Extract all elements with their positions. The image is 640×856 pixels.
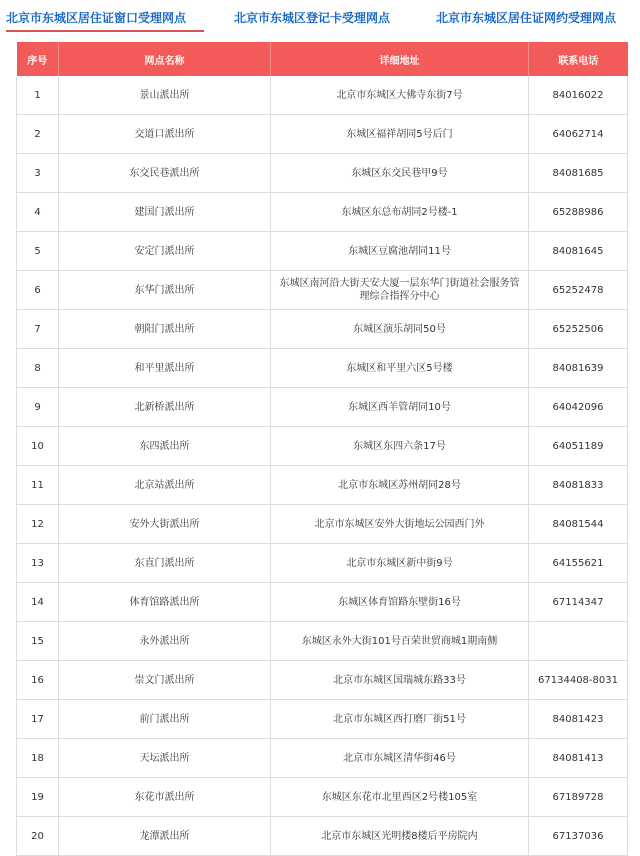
cell-index: 20: [17, 817, 59, 856]
cell-index: 6: [17, 271, 59, 310]
cell-address: 东城区东花市北里西区2号楼105室: [271, 778, 529, 817]
cell-phone: 64062714: [529, 115, 628, 154]
table-row: [17, 232, 628, 271]
cell-station-name: 东华门派出所: [59, 271, 271, 310]
cell-phone: 84081833: [529, 466, 628, 505]
cell-phone: [529, 622, 628, 661]
cell-station-name: 东直门派出所: [59, 544, 271, 583]
cell-phone: 84081645: [529, 232, 628, 271]
cell-station-name: 崇文门派出所: [59, 661, 271, 700]
cell-phone: 84081685: [529, 154, 628, 193]
tab-registration-card-points[interactable]: 北京市东城区登记卡受理网点: [234, 11, 391, 25]
cell-index: 14: [17, 583, 59, 622]
cell-station-name: 安外大街派出所: [59, 505, 271, 544]
cell-phone: 67137036: [529, 817, 628, 856]
cell-address: 北京市东城区苏州胡同28号: [271, 466, 529, 505]
cell-phone: 65252506: [529, 310, 628, 349]
table-row: [17, 115, 628, 154]
cell-address: 东城区和平里六区5号楼: [271, 349, 529, 388]
cell-phone: 65252478: [529, 271, 628, 310]
service-points-table-container: [16, 42, 627, 856]
cell-phone: 67189728: [529, 778, 628, 817]
header-address: 详细地址: [271, 42, 529, 76]
table-row: [17, 466, 628, 505]
table-row: [17, 193, 628, 232]
cell-address: 东城区福祥胡同5号后门: [271, 115, 529, 154]
cell-index: 1: [17, 76, 59, 115]
cell-index: 13: [17, 544, 59, 583]
cell-phone: 84081544: [529, 505, 628, 544]
cell-address: 北京市东城区西打磨厂街51号: [271, 700, 529, 739]
header-phone: 联系电话: [529, 42, 628, 76]
cell-address: 东城区豆腐池胡同11号: [271, 232, 529, 271]
cell-index: 10: [17, 427, 59, 466]
cell-station-name: 交道口派出所: [59, 115, 271, 154]
cell-address: 北京市东城区大佛寺东街7号: [271, 76, 529, 115]
cell-station-name: 北京站派出所: [59, 466, 271, 505]
cell-station-name: 永外派出所: [59, 622, 271, 661]
cell-index: 3: [17, 154, 59, 193]
cell-address: 北京市东城区光明楼8楼后平房院内: [271, 817, 529, 856]
cell-station-name: 体育馆路派出所: [59, 583, 271, 622]
cell-address: 东城区东总布胡同2号楼-1: [271, 193, 529, 232]
cell-phone: 67114347: [529, 583, 628, 622]
cell-address: 北京市东城区安外大街地坛公园西门外: [271, 505, 529, 544]
table-row: [17, 388, 628, 427]
cell-station-name: 朝阳门派出所: [59, 310, 271, 349]
cell-address: 东城区演乐胡同50号: [271, 310, 529, 349]
cell-index: 5: [17, 232, 59, 271]
cell-index: 19: [17, 778, 59, 817]
tab-online-appointment-points[interactable]: 北京市东城区居住证网约受理网点: [436, 11, 617, 25]
cell-index: 4: [17, 193, 59, 232]
table-row: [17, 76, 628, 115]
cell-phone: 64042096: [529, 388, 628, 427]
cell-phone: 67134408-8031: [529, 661, 628, 700]
cell-station-name: 建国门派出所: [59, 193, 271, 232]
cell-phone: 64155621: [529, 544, 628, 583]
cell-phone: 64051189: [529, 427, 628, 466]
table-row: [17, 778, 628, 817]
cell-phone: 84016022: [529, 76, 628, 115]
cell-index: 7: [17, 310, 59, 349]
cell-address: 东城区东四六条17号: [271, 427, 529, 466]
table-row: [17, 583, 628, 622]
cell-index: 2: [17, 115, 59, 154]
table-row: [17, 349, 628, 388]
cell-station-name: 天坛派出所: [59, 739, 271, 778]
cell-phone: 84081639: [529, 349, 628, 388]
table-row: [17, 817, 628, 856]
cell-index: 9: [17, 388, 59, 427]
table-row: [17, 427, 628, 466]
table-row: [17, 700, 628, 739]
cell-station-name: 龙潭派出所: [59, 817, 271, 856]
tab-bar: [0, 0, 640, 38]
cell-station-name: 安定门派出所: [59, 232, 271, 271]
cell-index: 18: [17, 739, 59, 778]
cell-index: 11: [17, 466, 59, 505]
table-row: [17, 154, 628, 193]
cell-index: 8: [17, 349, 59, 388]
cell-index: 16: [17, 661, 59, 700]
header-index: 序号: [17, 42, 59, 76]
cell-address: 北京市东城区清华街46号: [271, 739, 529, 778]
cell-index: 12: [17, 505, 59, 544]
table-row: [17, 505, 628, 544]
cell-phone: 84081413: [529, 739, 628, 778]
cell-address: 东城区东交民巷甲9号: [271, 154, 529, 193]
table-row: [17, 544, 628, 583]
cell-address: 东城区体育馆路东壁街16号: [271, 583, 529, 622]
table-header-row: [17, 42, 628, 76]
service-points-table: [16, 42, 628, 856]
cell-index: 17: [17, 700, 59, 739]
cell-address: 东城区西羊管胡同10号: [271, 388, 529, 427]
cell-station-name: 北新桥派出所: [59, 388, 271, 427]
cell-station-name: 景山派出所: [59, 76, 271, 115]
cell-index: 15: [17, 622, 59, 661]
cell-phone: 65288986: [529, 193, 628, 232]
cell-address: 东城区南河沿大街天安大厦一层东华门街道社会服务管理综合指挥分中心: [271, 271, 529, 310]
cell-phone: 84081423: [529, 700, 628, 739]
table-row: [17, 310, 628, 349]
cell-address: 北京市东城区国瑞城东路33号: [271, 661, 529, 700]
cell-address: 北京市东城区新中街9号: [271, 544, 529, 583]
header-name: 网点名称: [59, 42, 271, 76]
tab-window-service-points[interactable]: 北京市东城区居住证窗口受理网点: [6, 11, 187, 25]
table-row: [17, 271, 628, 310]
cell-station-name: 前门派出所: [59, 700, 271, 739]
cell-address: 东城区永外大街101号百荣世贸商城1期南侧: [271, 622, 529, 661]
table-row: [17, 739, 628, 778]
active-tab-indicator: [6, 30, 204, 32]
cell-station-name: 东花市派出所: [59, 778, 271, 817]
cell-station-name: 东交民巷派出所: [59, 154, 271, 193]
cell-station-name: 和平里派出所: [59, 349, 271, 388]
table-row: [17, 661, 628, 700]
cell-station-name: 东四派出所: [59, 427, 271, 466]
table-row: [17, 622, 628, 661]
